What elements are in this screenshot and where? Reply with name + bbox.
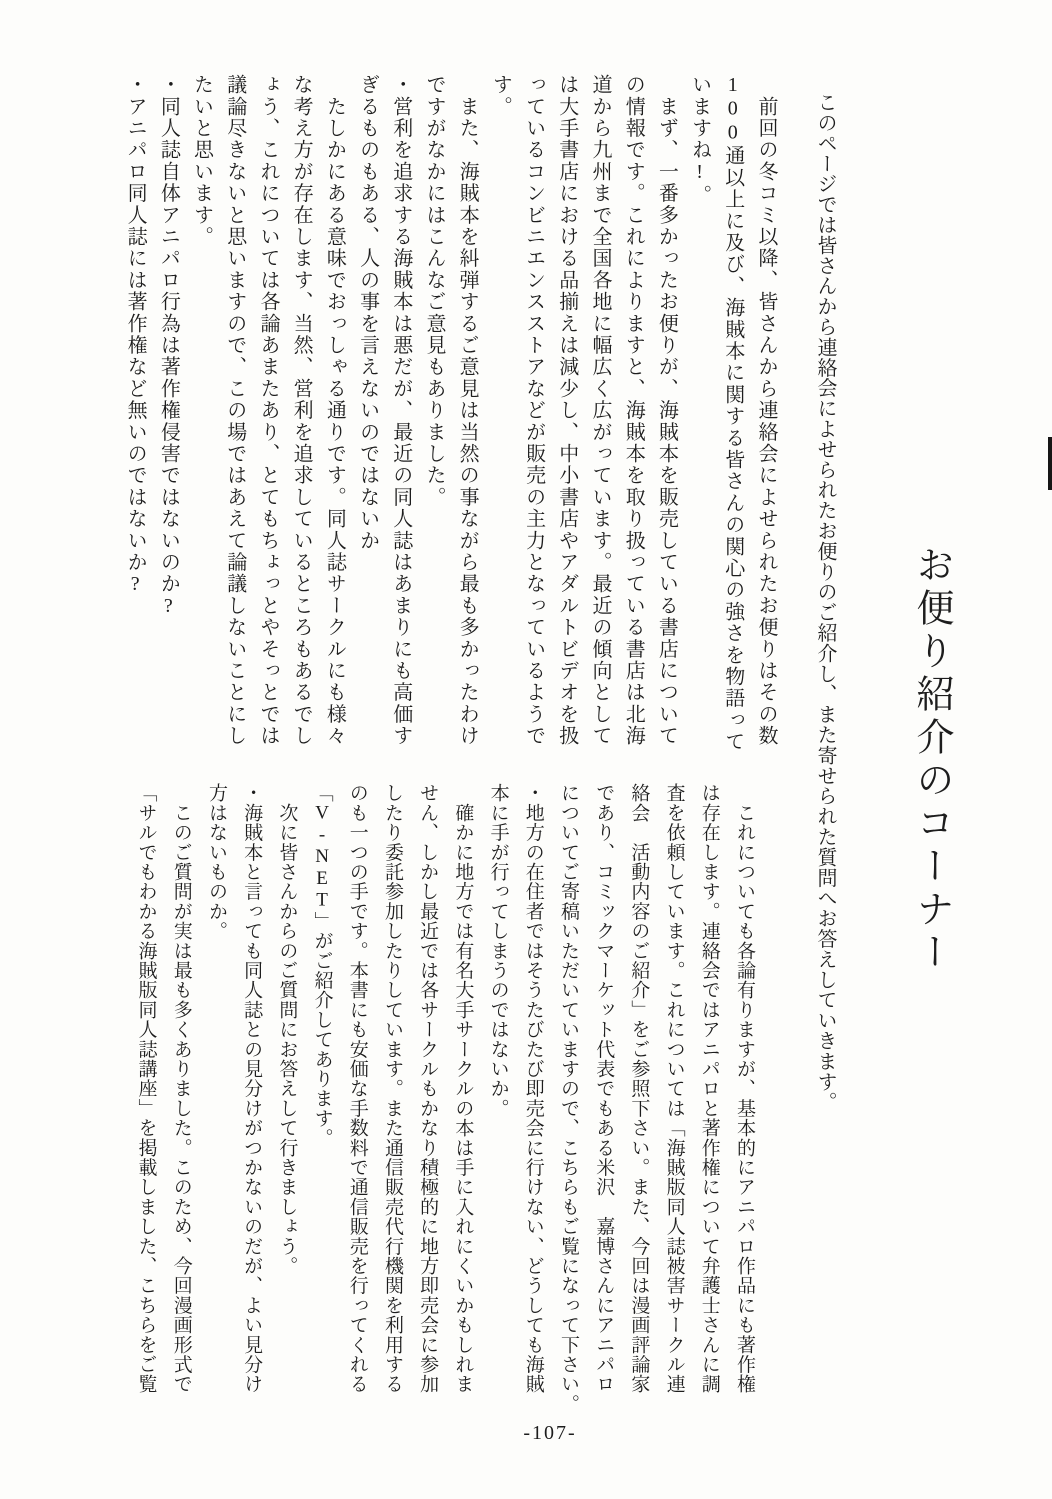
- letters-section: [118, 74, 782, 764]
- text-column: これについても各論有りますが、基本的にアニパロ作品にも著作権: [734, 783, 755, 1394]
- page-number: -107-: [523, 1422, 577, 1444]
- text-column: ・アニパロ同人誌には著作権など無いのではないか?: [124, 74, 147, 597]
- text-column: 本に手が行ってしまうのではないか。: [487, 783, 509, 1118]
- text-column: は大手書店における品揃えは減少し、中小書店やアダルトビデオを扱: [555, 74, 578, 747]
- text-column: ・営利を追求する海賊本は悪だが、最近の同人誌はあまりにも高価す: [389, 74, 412, 747]
- text-column: 議論尽きないと思いますので、この場ではあえて論議しないことにし: [223, 74, 246, 747]
- text-column: 査を依頼しています。これについては「海賊版同人誌被害サークル連: [663, 783, 685, 1394]
- text-column: また、海賊本を糾弾するご意見は当然の事ながら最も多かったわけ: [456, 74, 479, 747]
- text-column: のも一つの手です。本書にも安価な手数料で通信販売を行ってくれる: [346, 783, 368, 1394]
- scan-edge-artifact: [1048, 437, 1052, 490]
- answers-section: [128, 783, 762, 1423]
- text-column: まず、一番多かったお便りが、海賊本を販売している書店について: [655, 74, 678, 747]
- text-column: の情報です。これによりますと、海賊本を取り扱っている書店は北海: [622, 74, 645, 747]
- text-column: ・同人誌自体アニパロ行為は著作権侵害ではないのか?: [157, 74, 180, 619]
- text-column: 「サルでもわかる海賊版同人誌講座」を掲載しました、こちらをご覧: [135, 783, 157, 1394]
- text-column: ぎるものもある、人の事を言えないのではないか: [356, 74, 379, 552]
- intro-text: このページでは皆さんから連絡会によせられたお便りのご紹介し、また寄せられた質問へお答えしていきます。: [814, 92, 836, 1112]
- text-column: いますね!。: [688, 74, 711, 207]
- text-column: ・地方の在住者ではそうたびたび即売会に行けない、どうしても海賊: [522, 783, 544, 1394]
- text-column: ょう、これについては各論あまたあり、とてもちょっとやそっとでは: [256, 74, 279, 747]
- text-column: す。: [489, 74, 512, 118]
- text-column: ですがなかにはこんなご意見もありました。: [422, 74, 445, 508]
- text-column: 次に皆さんからのご質問にお答えして行きましょう。: [276, 783, 298, 1276]
- text-column: このご質問が実は最も多くありました。このため、今回漫画形式で: [170, 783, 192, 1394]
- text-column: 前回の冬コミ以降、皆さんから連絡会によせられたお便りはその数: [755, 74, 777, 747]
- text-column: せん、しかし最近では各サークルもかなり積極的に地方即売会に参加: [417, 783, 439, 1394]
- text-column: 「V-NET」がご紹介してあります。: [311, 783, 333, 1148]
- text-column: たしかにある意味でおっしゃる通りです。同人誌サークルにも様々: [323, 74, 346, 747]
- text-column: な考え方が存在します、当然、営利を追求しているところもあるでし: [290, 74, 313, 747]
- text-column: 確かに地方では有名大手サークルの本は手に入れにくいかもしれま: [452, 783, 474, 1394]
- text-column: についてご寄稿いただいていますので、こちらもご覧になって下さい。: [557, 783, 579, 1414]
- text-column: 絡会 活動内容のご紹介」をご参照下さい。また、今回は漫画評論家: [628, 783, 650, 1394]
- text-column: たいと思います。: [190, 74, 213, 248]
- text-column: 方はないものか。: [205, 783, 227, 941]
- text-column: 道から九州まで全国各地に幅広く広がっています。最近の傾向として: [588, 74, 611, 747]
- text-column: であり、コミックマーケット代表でもある米沢 嘉博さんにアニパロ: [593, 783, 615, 1394]
- page-title: お便り紹介のコーナー: [910, 545, 952, 975]
- text-column: したり委託参加したりしています。また通信販売代行機関を利用する: [381, 783, 403, 1394]
- text-column: 100通以上に及び、海賊本に関する皆さんの関心の強さを物語って: [721, 74, 744, 753]
- text-column: っているコンビニエンスストアなどが販売の主力となっているようで: [522, 74, 545, 747]
- text-column: は存在します。連絡会ではアニパロと著作権について弁護士さんに調: [698, 783, 720, 1394]
- text-column: ・海賊本と言っても同人誌との見分けがつかないのだが、よい見分け: [241, 783, 263, 1394]
